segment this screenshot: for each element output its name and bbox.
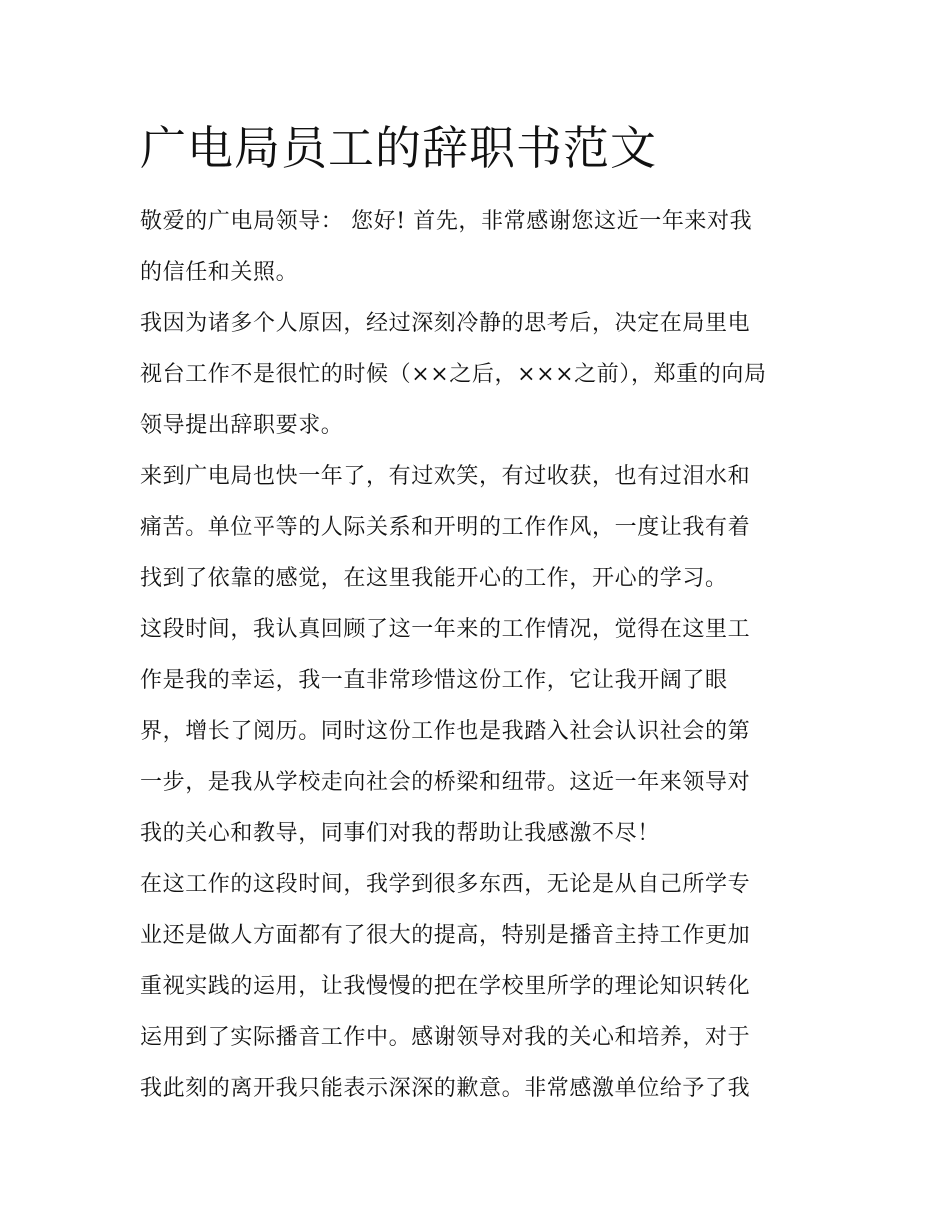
- document-body: [140, 196, 820, 1114]
- text-line: 的信任和关照。: [140, 260, 299, 285]
- text-line: 重视实践的运用，让我慢慢的把在学校里所学的理论知识转化: [140, 974, 751, 999]
- document-title: 广电局员工的辞职书范文: [140, 121, 657, 175]
- text-line: 视台工作不是很忙的时候（××之后，×××之前），郑重的向局: [140, 362, 767, 387]
- text-line: 我此刻的离开我只能表示深深的歉意。非常感激单位给予了我: [140, 1076, 751, 1101]
- paragraph-resignation-reason: [140, 298, 820, 451]
- text-line: 我的关心和教导，同事们对我的帮助让我感激不尽！: [140, 821, 660, 846]
- paragraph-experience: [140, 451, 820, 604]
- text-line: 在这工作的这段时间，我学到很多东西，无论是从自己所学专: [140, 872, 751, 897]
- text-line: 作是我的幸运，我一直非常珍惜这份工作，它让我开阔了眼: [140, 668, 728, 693]
- text-line: 来到广电局也快一年了，有过欢笑，有过收获，也有过泪水和: [140, 464, 751, 489]
- text-line: 业还是做人方面都有了很大的提高，特别是播音主持工作更加: [140, 923, 751, 948]
- paragraph-review: [140, 604, 820, 859]
- text-line: 运用到了实际播音工作中。感谢领导对我的关心和培养，对于: [140, 1025, 751, 1050]
- text-line: 界，增长了阅历。同时这份工作也是我踏入社会认识社会的第: [140, 719, 751, 744]
- paragraph-gratitude: [140, 859, 820, 1114]
- text-line: 一步，是我从学校走向社会的桥梁和纽带。这近一年来领导对: [140, 770, 751, 795]
- text-line: 痛苦。单位平等的人际关系和开明的工作作风，一度让我有着: [140, 515, 751, 540]
- text-line: 这段时间，我认真回顾了这一年来的工作情况，觉得在这里工: [140, 617, 751, 642]
- text-line: 敬爱的广电局领导： 您好! 首先，非常感谢您这近一年来对我: [140, 209, 753, 234]
- text-line: 找到了依靠的感觉，在这里我能开心的工作，开心的学习。: [140, 566, 728, 591]
- text-line: 领导提出辞职要求。: [140, 413, 344, 438]
- paragraph-greeting: [140, 196, 820, 298]
- text-line: 我因为诸多个人原因，经过深刻冷静的思考后，决定在局里电: [140, 311, 751, 336]
